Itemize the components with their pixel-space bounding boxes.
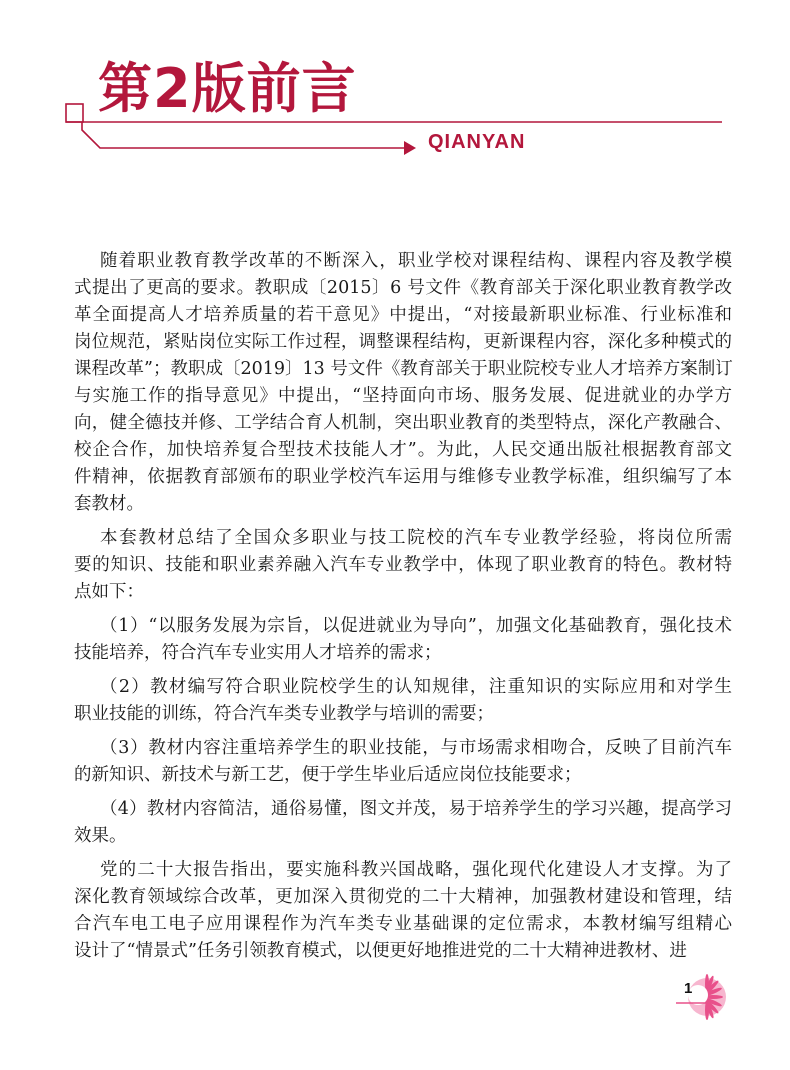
paragraph	[74, 735, 732, 789]
text-line: 深化教育领域综合改革，更加深入贯彻党的二十大精神，加强教材建设和管理，结	[74, 887, 732, 907]
preface-body	[74, 248, 732, 972]
text-line: 党的二十大报告指出，要实施科教兴国战略，强化现代化建设人才支撑。为了	[100, 860, 732, 880]
text-line: 本套教材总结了全国众多职业与技工院校的汽车专业教学经验，将岗位所需	[100, 528, 732, 548]
text-line: 校企合作，加快培养复合型技术技能人才”。为此，人民交通出版社根据教育部文	[74, 440, 732, 460]
page-title: 第2版前言	[98, 57, 357, 120]
pink-sphere-icon	[688, 974, 726, 1020]
text-line: （2）教材编写符合职业院校学生的认知规律，注重知识的实际应用和对学生	[100, 677, 732, 697]
paragraph	[74, 857, 732, 965]
text-line: 点如下：	[74, 582, 144, 602]
text-line: 合汽车电工电子应用课程作为汽车类专业基础课的定位需求，本教材编写组精心	[74, 914, 732, 934]
page-number: 1	[684, 980, 693, 997]
text-line: 与实施工作的指导意见》中提出，“坚持面向市场、服务发展、促进就业的办学方	[74, 386, 732, 406]
page-subtitle: QIANYAN	[428, 131, 526, 153]
text-line: 向，健全德技并修、工学结合育人机制，突出职业教育的类型特点，深化产教融合、	[74, 413, 732, 433]
text-line: （1）“以服务发展为宗旨，以促进就业为导向”，加强文化基础教育，强化技术	[100, 616, 732, 636]
text-line: 技能培养，符合汽车专业实用人才培养的需求；	[74, 643, 442, 663]
paragraph	[74, 796, 732, 850]
text-line: 要的知识、技能和职业素养融入汽车专业教学中，体现了职业教育的特色。教材特	[74, 555, 732, 575]
paragraph	[74, 613, 732, 667]
text-line: 课程改革”；教职成〔2019〕13 号文件《教育部关于职业院校专业人才培养方案制订	[74, 359, 733, 379]
text-line: 革全面提高人才培养质量的若干意见》中提出，“对接最新职业标准、行业标准和	[74, 305, 732, 325]
paragraph	[74, 248, 732, 518]
text-line: 的新知识、新技术与新工艺，便于学生毕业后适应岗位技能要求；	[74, 765, 582, 785]
text-line: 设计了“情景式”任务引领教育模式，以便更好地推进党的二十大精神进教材、进	[74, 941, 687, 961]
text-line: 随着职业教育教学改革的不断深入，职业学校对课程结构、课程内容及教学模	[100, 251, 732, 271]
text-line: 职业技能的训练，符合汽车类专业教学与培训的需要；	[74, 704, 494, 724]
corner-square-icon	[66, 104, 83, 122]
text-line: （4）教材内容简洁，通俗易懂，图文并茂，易于培养学生的学习兴趣，提高学习	[100, 799, 732, 819]
paragraph	[74, 525, 732, 606]
text-line: 效果。	[74, 826, 127, 846]
text-line: （3）教材内容注重培养学生的职业技能，与市场需求相吻合，反映了目前汽车	[100, 738, 732, 758]
text-line: 岗位规范，紧贴岗位实际工作过程，调整课程结构，更新课程内容，深化多种模式的	[74, 332, 732, 352]
text-line: 套教材。	[74, 494, 144, 514]
arrow-icon	[404, 141, 416, 155]
text-line: 式提出了更高的要求。教职成〔2015〕6 号文件《教育部关于深化职业教育教学改	[74, 278, 732, 298]
paragraph	[74, 674, 732, 728]
text-line: 件精神，依据教育部颁布的职业学校汽车运用与维修专业教学标准，组织编写了本	[74, 467, 732, 487]
